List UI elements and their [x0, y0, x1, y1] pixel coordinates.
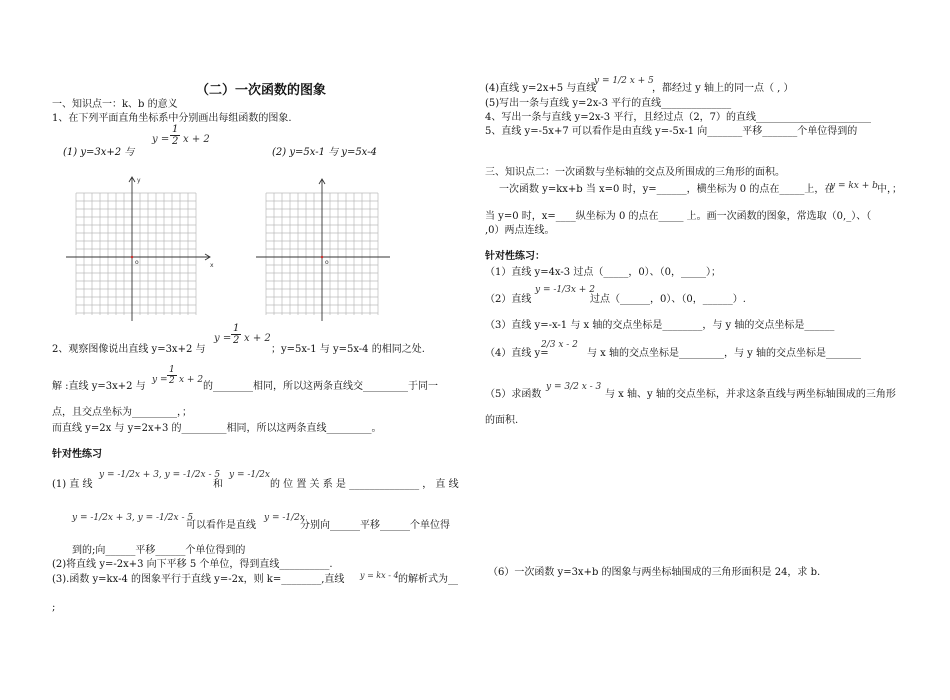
solution-line-2: 点，且交点坐标为_________，； — [52, 407, 192, 418]
eq-top-prefix: y = — [152, 134, 170, 145]
solution-line-3: 而直线 y=2x 与 y=2x+3 的_________相同，所以这两条直线_________。 — [52, 423, 382, 434]
practice-3-suffix: 的解析式为__ — [398, 574, 458, 585]
practice-1-math: y = -1/2x + 3, y = -1/2x - 5 — [99, 470, 221, 480]
origin-point — [131, 256, 134, 259]
right-item-6: 4、写出一条与直线 y=2x-3 平行，且经过点（2，7）的直线_______________________ — [485, 112, 872, 123]
right-item-5: (5)写出一条与直线 y=2x-3 平行的直线______________ — [485, 98, 732, 109]
question-1-text: 1、在下列平面直角坐标系中分别画出每组函数的图象. — [52, 113, 292, 124]
section-3-line-1-math: y = kx + b — [830, 181, 878, 191]
page-title: （二）一次函数的图象 — [196, 83, 327, 98]
practice-3-end: ; — [52, 602, 56, 613]
graph-1-label: (1) y=3x+2 与 — [63, 147, 135, 158]
right-q5-suffix: 与 x 轴、y 轴的交点坐标，并求这条直线与两坐标轴围成的三角形 — [605, 389, 896, 400]
eq-top-fraction — [170, 124, 180, 147]
fraction-numerator: 1 — [169, 365, 175, 375]
right-item-7: 5、直线 y=-5x+7 可以看作是由直线 y=-5x-1 向_______平移_______个单位得到的 — [485, 126, 858, 137]
sol-fraction — [167, 365, 177, 386]
q2-frac-post: x + 2 — [244, 333, 271, 344]
right-q5-end: 的面积. — [485, 415, 519, 426]
practice-1c: 到的;向______平移______个单位得到的 — [72, 545, 246, 556]
practice-1b-mid: 可以看作是直线 — [186, 520, 256, 531]
right-q5-prefix: （5）求函数 — [485, 389, 542, 400]
practice-1-prefix: (1) 直 线 — [52, 479, 93, 490]
sol-frac-pre: y = — [152, 375, 168, 385]
fraction-denominator: 2 — [172, 136, 179, 147]
right-q2-prefix: （2）直线 — [485, 294, 532, 305]
solution-line-1-prefix: 解 :直线 y=3x+2 与 — [52, 381, 146, 392]
right-item-4-suffix: ，都经过 y 轴上的同一点（ , ） — [652, 83, 794, 94]
right-item-4-prefix: (4)直线 y=2x+5 与直线 — [485, 83, 597, 94]
solution-line-1-mid: 的________相同，所以这两条直线交_________于同一 — [203, 381, 438, 392]
question-2-suffix: ；y=5x-1 与 y=5x-4 的相同之处. — [271, 344, 425, 355]
right-q1: （1）直线 y=4x-3 过点（_____，0）、（0，_____）； — [485, 267, 722, 278]
right-q2-math: y = -1/3x + 2 — [535, 285, 595, 295]
practice-1-and: 和 — [213, 479, 223, 490]
sol-frac-post: x + 2 — [179, 375, 204, 385]
coordinate-grid-2 — [250, 175, 400, 323]
q2-fraction — [231, 323, 241, 346]
practice-1-suffix: 的 位 置 关 系 是 ______________ ， 直 线 — [270, 479, 459, 490]
origin-point — [321, 256, 324, 259]
fraction-denominator: 2 — [169, 376, 175, 386]
practice-3-prefix: (3).函数 y=kx-4 的图象平行于直线 y=-2x，则 k=________,直线 — [52, 574, 345, 585]
coordinate-grid-1 — [60, 175, 220, 323]
y-axis-label: y — [137, 177, 141, 184]
practice-heading-right: 针对性练习： — [485, 251, 545, 262]
eq-top-tail: x + 2 — [183, 134, 210, 145]
right-q6: （6）一次函数 y=3x+b 的图象与两坐标轴围成的三角形面积是 24，求 b. — [488, 567, 821, 578]
section-3-line-1-suffix: 中，； — [877, 184, 902, 195]
right-q5-math: y = 3/2 x - 3 — [546, 382, 602, 392]
section-3-heading: 三、知识点二：一次函数与坐标轴的交点及所围成的三角形的面积。 — [485, 167, 785, 178]
practice-2: (2)将直线 y=-2x+3 向下平移 5 个单位，得到直线__________. — [52, 559, 333, 570]
x-axis-label: x — [210, 262, 214, 269]
fraction-numerator: 1 — [172, 124, 179, 135]
practice-heading-left: 针对性练习 — [52, 449, 102, 460]
question-2-prefix: 2、观察图像说出直线 y=3x+2 与 — [52, 344, 206, 355]
practice-3-math: y = kx - 4 — [360, 571, 399, 580]
section-3-line-2: 当 y=0 时，x=____纵坐标为 0 的点在_____ 上。画一次函数的图象，常选取（0,_）、（ — [485, 211, 872, 222]
origin-label: o — [135, 259, 139, 266]
fraction-numerator: 1 — [233, 323, 240, 334]
fraction-denominator: 2 — [233, 335, 240, 346]
practice-1b-math: y = -1/2x + 3, y = -1/2x - 5 — [72, 513, 194, 523]
q2-frac-pre: y = — [214, 333, 232, 344]
right-q4-suffix: 与 x 轴的交点坐标是_________，与 y 轴的交点坐标是_______ — [587, 348, 862, 359]
right-q4-math: 2/3 x - 2 — [541, 340, 578, 350]
right-item-4-math: y = 1/2 x + 5 — [594, 76, 654, 86]
section-3-line-1-prefix: 一次函数 y=kx+b 当 x=0 时，y=______，横坐标为 0 的点在_____上，在 — [499, 184, 835, 195]
practice-1-math-2: y = -1/2x — [229, 470, 270, 480]
section-3-line-3: ,0）两点连线。 — [485, 225, 555, 236]
practice-1b-math-2: y = -1/2x — [264, 513, 305, 523]
right-q2-suffix: 过点（______，0）、（0，______）. — [590, 294, 746, 305]
right-q4-prefix: （4）直线 y= — [485, 348, 549, 359]
origin-label: o — [325, 259, 329, 266]
practice-1b-suffix: 分别向______平移______个单位得 — [300, 520, 450, 531]
grid-lines — [76, 193, 196, 315]
right-q3: （3）直线 y=-x-1 与 x 轴的交点坐标是________，与 y 轴的交点坐标是______ — [485, 320, 835, 331]
graph-2-label: (2) y=5x-1 与 y=5x-4 — [272, 147, 377, 158]
section-1-heading: 一、知识点一：k、b 的意义 — [52, 99, 178, 110]
